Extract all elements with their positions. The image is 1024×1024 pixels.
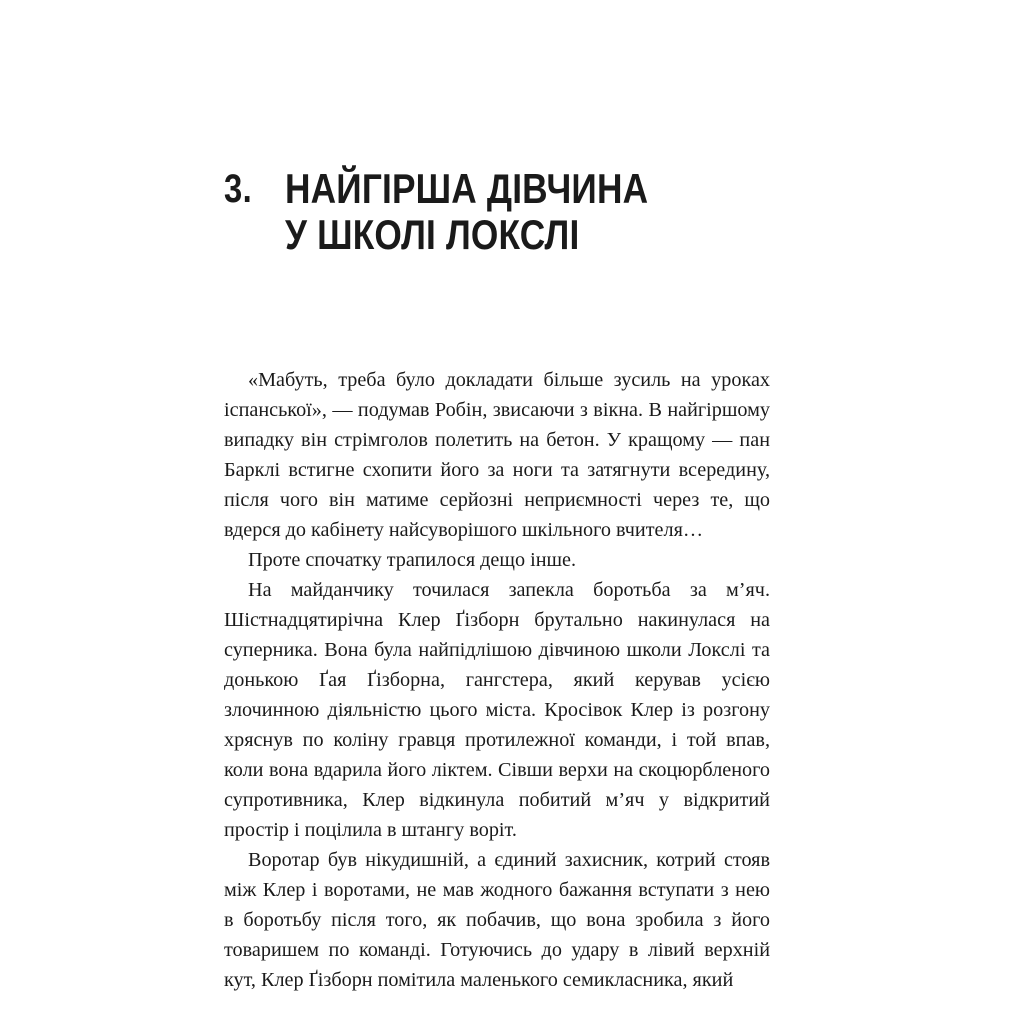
paragraph: «Мабуть, треба було докладати більше зусиль на уроках іспанської», — подумав Робін, звисаючи з вікна. В найгіршому випадку він стрімголов полетить на бетон. У кращому — пан Барклі встигне схопити його за ноги та затягнути всередину, після чого він матиме серйозні неприємності через те, що вдерся до кабінету найсуворішого шкільного вчителя… xyxy=(224,369,770,541)
body-text xyxy=(224,365,770,995)
paragraph: Воротар був нікудишній, а єдиний захисник, котрий стояв між Клер і воротами, не мав жодного бажання вступати з нею в боротьбу після того, як побачив, що вона зробила з його товаришем по команді. Готуючись до удару в лівий верхній кут, Клер Ґізборн помітила маленького семикласника, який xyxy=(224,849,770,991)
chapter-title xyxy=(285,166,755,258)
chapter-title-line-2: У ШКОЛІ ЛОКСЛІ xyxy=(285,211,580,258)
chapter-heading xyxy=(224,166,844,258)
chapter-title-line-1: НАЙГІРША ДІВЧИНА xyxy=(285,165,649,212)
paragraph: На майданчику точилася запекла боротьба за м’яч. Шістнадцятирічна Клер Ґізборн брутально накинулася на суперника. Вона була найпідлішою дівчиною школи Локслі та донькою Ґая Ґізборна, гангстера, який керував усією злочинною діяльністю цього міста. Кросівок Клер із розгону хряснув по коліну гравця протилежної команди, і той впав, коли вона вдарила його ліктем. Сівши верхи на скоцюрбленого супротивника, Клер відкинула побитий м’яч у відкритий простір і поцілила в штангу воріт. xyxy=(224,579,770,841)
chapter-number: 3. xyxy=(224,167,253,211)
paragraph: Проте спочатку трапилося дещо інше. xyxy=(248,549,577,571)
